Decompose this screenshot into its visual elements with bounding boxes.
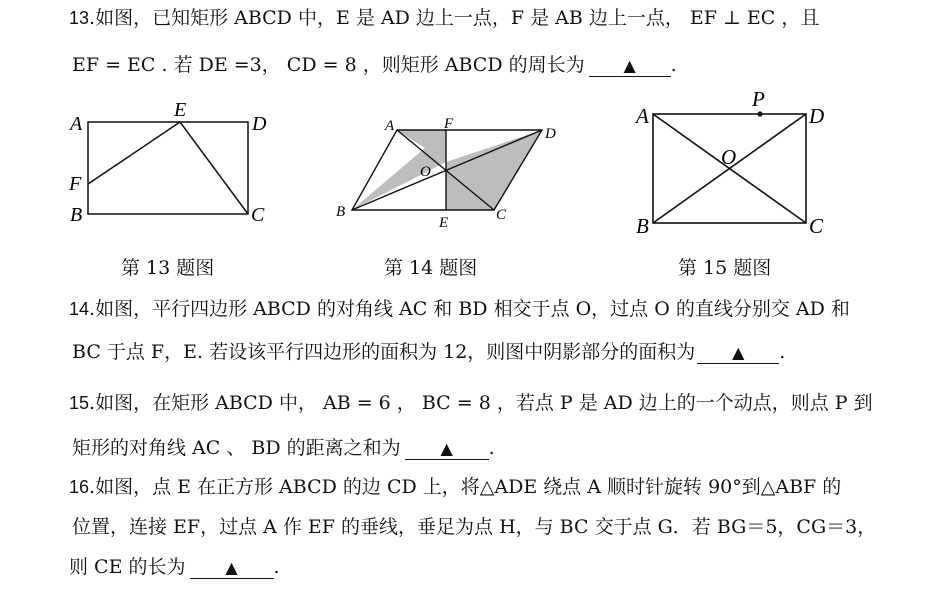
q16-text-line3: 则 CE 的长为 <box>69 556 186 578</box>
q14-number: 14 <box>69 299 90 319</box>
q13-line2 <box>72 53 677 77</box>
fig13-label-b: B <box>70 204 83 226</box>
q13-answer-blank <box>589 56 671 77</box>
fig14-label-f: F <box>444 116 454 132</box>
q15-period: . <box>488 437 495 459</box>
fig14-label-a: A <box>385 118 395 134</box>
q16-answer-blank <box>190 558 274 579</box>
q14-answer-blank <box>697 343 779 364</box>
q14-line2 <box>72 340 785 364</box>
q14-text-line2: BC 于点 F，E. 若设该平行四边形的面积为 12，则图中阴影部分的面积为 <box>72 341 696 363</box>
figure-13 <box>65 98 285 228</box>
fig13-label-c: C <box>251 204 265 226</box>
fig13-segment-ef <box>88 122 180 184</box>
q16-number: 16 <box>69 477 90 497</box>
fig13-label-f: F <box>69 173 82 195</box>
fig13-label-a: A <box>70 113 83 135</box>
q13-triangle-marker: ▲ <box>623 56 636 75</box>
fig15-label-c: C <box>809 214 824 238</box>
fig14-label-o: O <box>420 164 431 180</box>
fig15-label-d: D <box>809 104 825 128</box>
q13-text-line2: EF = EC . 若 DE =3， CD = 8 ，则矩形 ABCD 的周长为 <box>72 54 585 76</box>
q13-period: . <box>670 54 677 76</box>
fig14-caption: 第 14 题图 <box>384 257 478 279</box>
fig13-label-e: E <box>174 99 187 121</box>
figure-15 <box>633 88 853 238</box>
fig14-label-d: D <box>545 126 556 142</box>
figure-14 <box>332 110 572 240</box>
fig13-caption: 第 13 题图 <box>121 257 215 279</box>
fig15-label-b: B <box>636 214 649 238</box>
fig14-label-e: E <box>439 215 449 231</box>
q16-period: . <box>273 556 280 578</box>
q14-period: . <box>779 341 786 363</box>
q16-line1 <box>69 475 841 499</box>
fig14-label-c: C <box>496 207 507 223</box>
q14-triangle-marker: ▲ <box>732 343 745 362</box>
q15-line2 <box>72 436 495 460</box>
q15-answer-blank <box>405 439 489 460</box>
fig14-label-b: B <box>336 204 346 220</box>
q15-triangle-marker: ▲ <box>440 439 453 458</box>
q15-text-line1: .如图，在矩形 ABCD 中， AB = 6 ， BC = 8 ，若点 P 是 AD 边上的一个动点，则点 P 到 <box>89 392 873 414</box>
fig15-label-a: A <box>636 104 649 128</box>
q16-text-line1: .如图，点 E 在正方形 ABCD 的边 CD 上，将△ADE 绕点 A 顺时针旋转 90°到△ABF 的 <box>89 476 842 498</box>
fig15-caption: 第 15 题图 <box>678 257 772 279</box>
fig13-segment-ec <box>180 122 248 214</box>
q15-text-line2: 矩形的对角线 AC 、 BD 的距离之和为 <box>72 437 401 459</box>
q13-text-line1: .如图，已知矩形 ABCD 中，E 是 AD 边上一点，F 是 AB 边上一点， EF ⊥ EC ，且 <box>89 7 820 29</box>
fig15-label-o: O <box>721 145 737 169</box>
q14-text-line1: .如图，平行四边形 ABCD 的对角线 AC 和 BD 相交于点 O，过点 O 的直线分别交 AD 和 <box>89 298 850 320</box>
q15-number: 15 <box>69 393 90 413</box>
q16-line3 <box>69 555 280 579</box>
q14-line1 <box>69 297 850 321</box>
fig15-point-p <box>757 111 762 116</box>
fig15-label-p: P <box>752 87 765 111</box>
fig14-shaded-right <box>446 130 542 210</box>
q16-line2 <box>72 515 876 539</box>
q13-number: 13 <box>69 8 90 28</box>
fig13-label-d: D <box>252 113 267 135</box>
q15-line1 <box>69 391 873 415</box>
q13-line1 <box>69 6 819 30</box>
q16-text-line2: 位置，连接 EF，过点 A 作 EF 的垂线，垂足为点 H，与 BC 交于点 G．若 BG＝5，CG＝3， <box>72 516 877 538</box>
q16-triangle-marker: ▲ <box>225 558 238 577</box>
